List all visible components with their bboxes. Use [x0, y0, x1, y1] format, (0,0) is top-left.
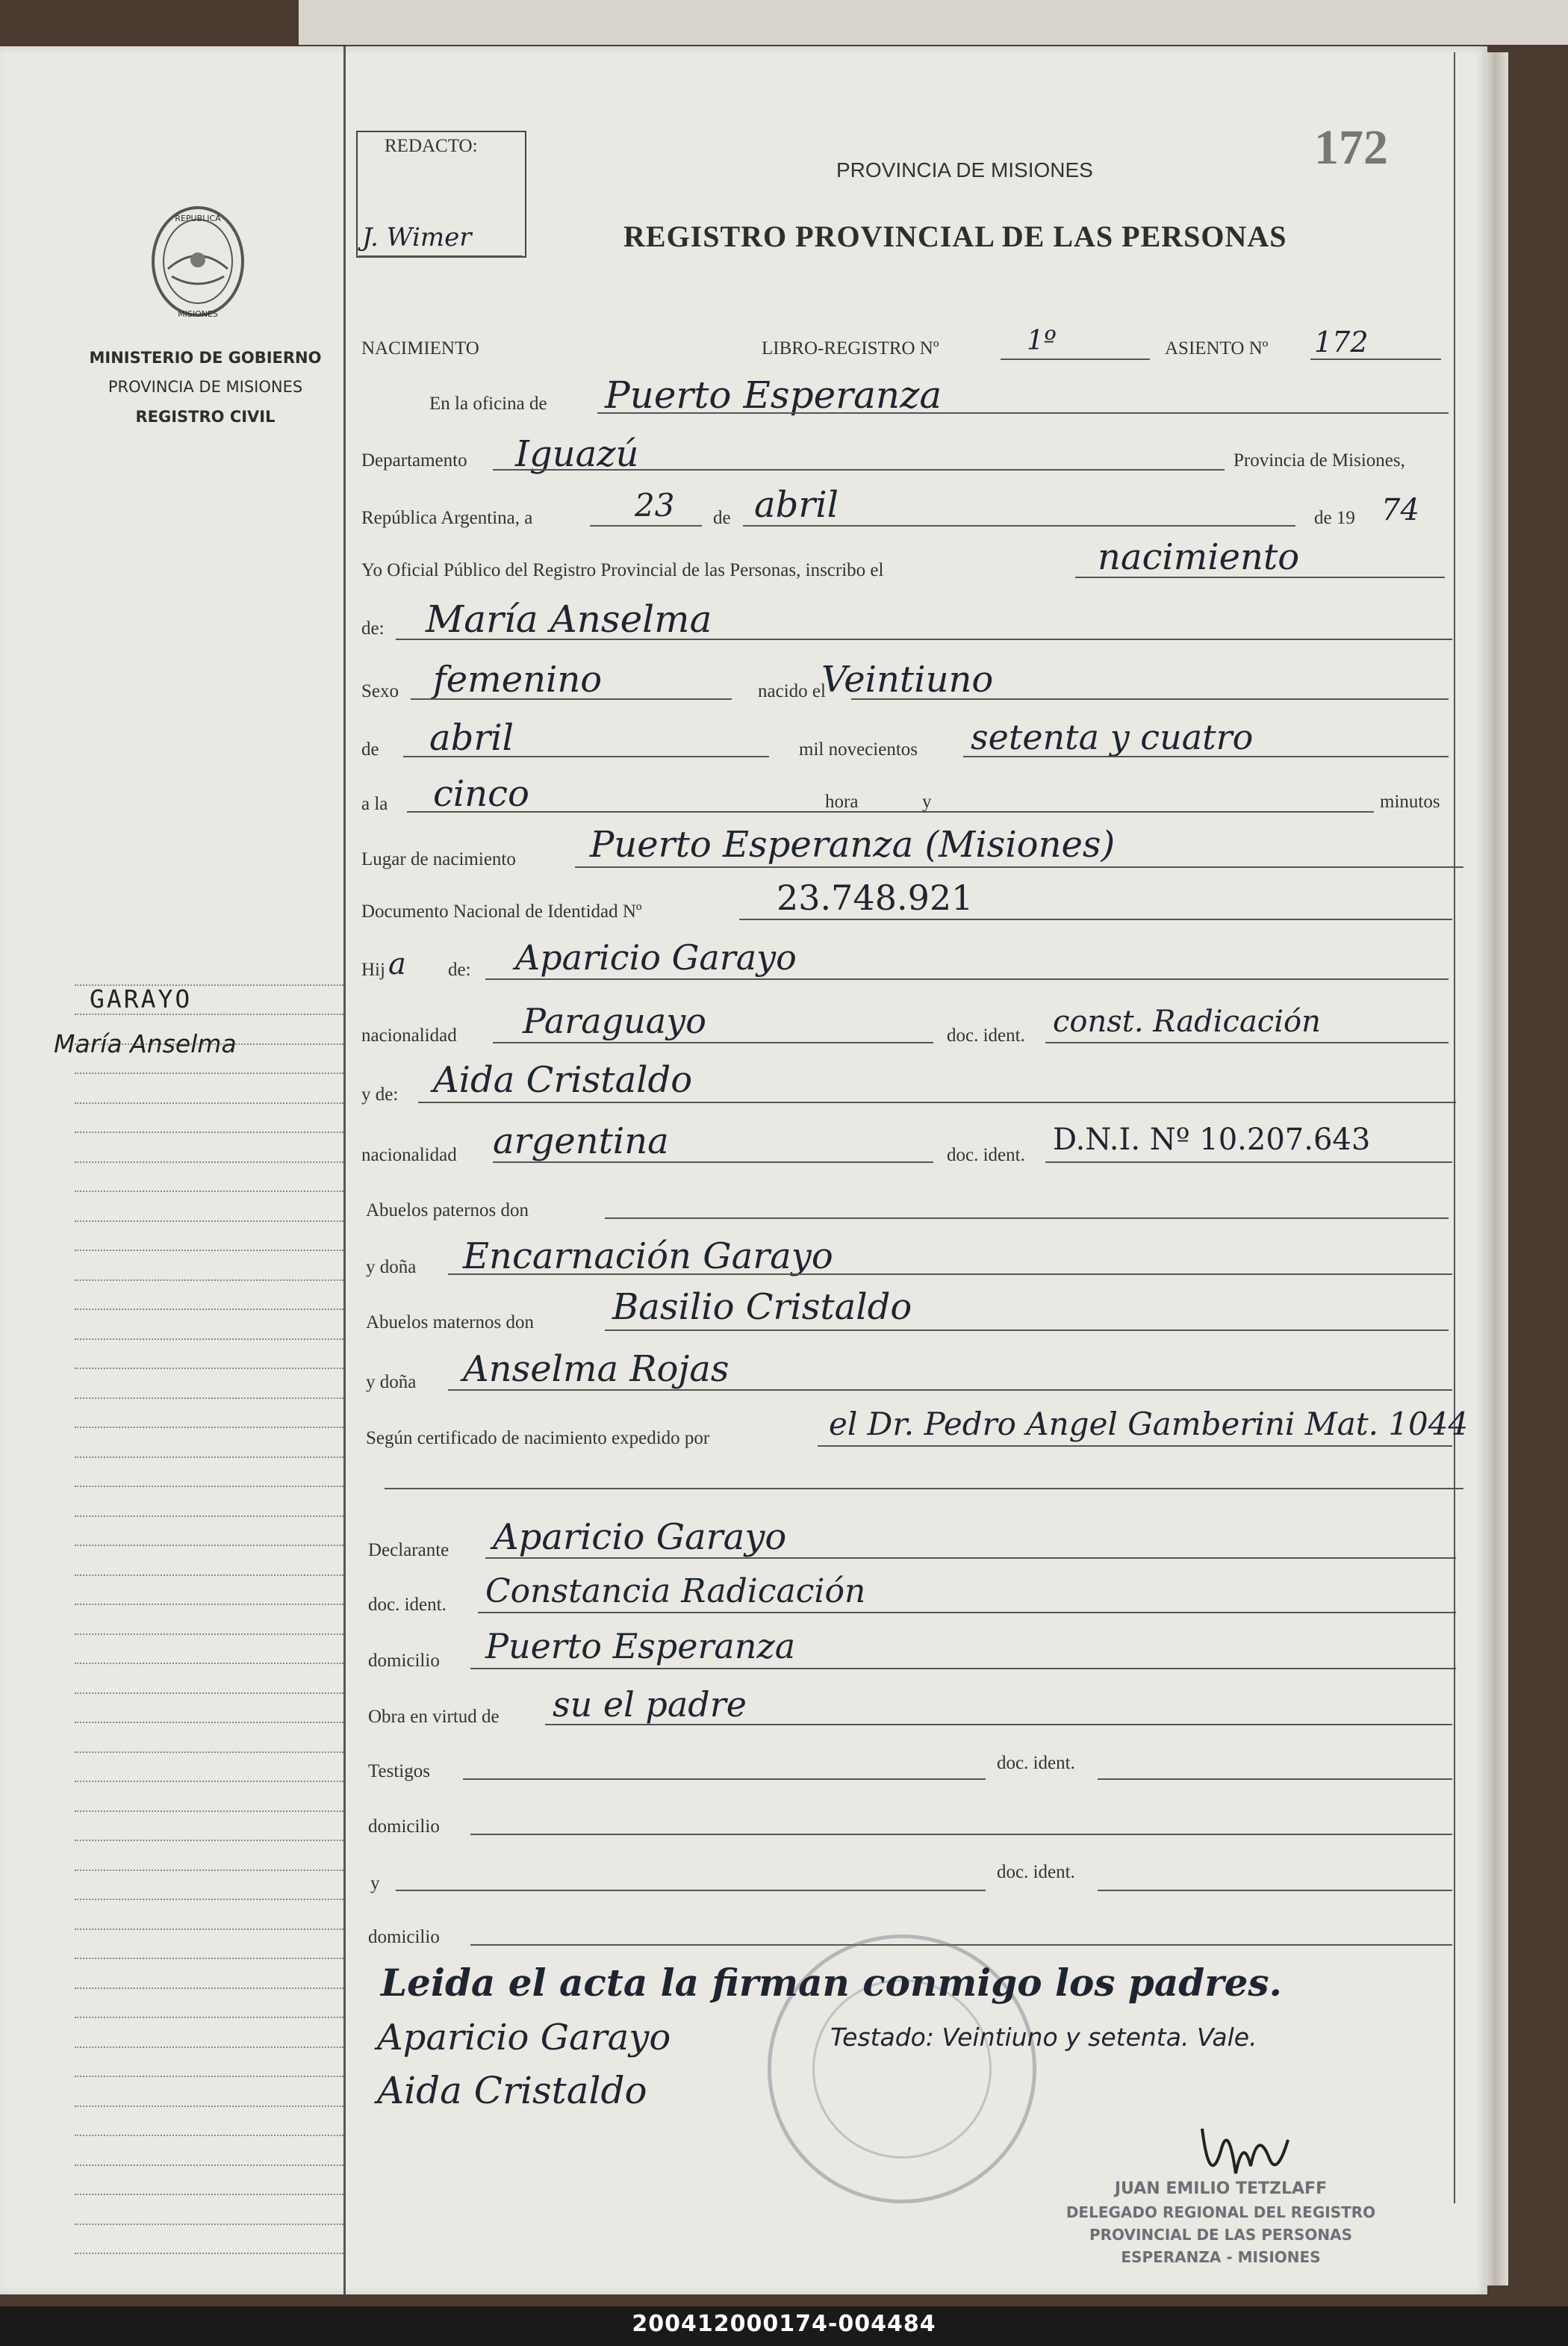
year-value: 74: [1381, 493, 1419, 527]
margin-given-name: María Anselma: [54, 1029, 237, 1058]
margin-notes-lines: [75, 956, 343, 2254]
oficina-line: [597, 412, 1449, 414]
signature-mother: Aida Cristaldo: [377, 2069, 647, 2112]
docident-padre-label: doc. ident.: [947, 1025, 1025, 1046]
margin-surname: GARAYO: [90, 984, 193, 1014]
segun-line: [818, 1445, 1452, 1447]
nac-padre-line: [493, 1042, 933, 1043]
registrar-title-1: DELEGADO REGIONAL DEL REGISTRO: [1065, 2203, 1376, 2221]
domicilio-testigo2-label: domicilio: [368, 1927, 440, 1947]
lugar-value: Puerto Esperanza (Misiones): [590, 824, 1116, 866]
right-margin-line: [1454, 52, 1455, 2203]
obra-line: [545, 1724, 1452, 1725]
mil-value: setenta y cuatro: [971, 717, 1254, 757]
inscribo-value: nacimiento: [1098, 536, 1300, 578]
testigos-line: [463, 1778, 986, 1780]
oficina-label: En la oficina de: [429, 394, 547, 414]
official-round-stamp-inner: [812, 1979, 992, 2159]
de-colon-label: de:: [361, 618, 385, 639]
mil-label: mil novecientos: [799, 739, 918, 760]
nac-madre-value: argentina: [493, 1120, 669, 1162]
testigos-docident-label: doc. ident.: [997, 1753, 1075, 1773]
ab-mat-dona-label: y doña: [366, 1372, 417, 1392]
page-edge: [1486, 52, 1508, 2286]
seal-text-bottom: MISIONES: [178, 309, 218, 319]
hora-label: hora: [825, 792, 859, 812]
declarante-line: [485, 1557, 1456, 1559]
ab-paternos-line: [605, 1217, 1449, 1219]
segun-label: Según certificado de nacimiento expedido por: [366, 1428, 710, 1448]
ab-mat-dona-value: Anselma Rojas: [463, 1348, 729, 1390]
registry-label: REGISTRO CIVIL: [135, 408, 276, 426]
dni-label: Documento Nacional de Identidad Nº: [361, 902, 642, 922]
mes-value: abril: [754, 484, 839, 526]
lugar-line: [575, 866, 1463, 868]
registry-title: REGISTRO PROVINCIAL DE LAS PERSONAS: [623, 220, 1287, 253]
dia-value: 23: [635, 487, 675, 524]
mil-line: [963, 756, 1449, 757]
nacionalidad-padre-label: nacionalidad: [361, 1025, 457, 1046]
registrar-name: JUAN EMILIO TETZLAFF: [1114, 2179, 1328, 2198]
left-margin-line: [343, 46, 346, 2294]
ala-label: a la: [361, 794, 388, 814]
asiento-line: [1310, 359, 1441, 360]
domicilio-value: Puerto Esperanza: [485, 1626, 796, 1666]
libro-line: [1001, 359, 1150, 360]
redacto-underline: [358, 255, 523, 257]
doc-padre-line: [1045, 1042, 1449, 1043]
nombre-value: María Anselma: [426, 598, 712, 641]
y-label: y: [922, 792, 932, 812]
mes-line: [743, 525, 1295, 527]
nac-madre-line: [493, 1161, 933, 1163]
sexo-label: Sexo: [361, 681, 399, 701]
madre-value: Aida Cristaldo: [433, 1059, 693, 1101]
hij-label: Hij: [361, 960, 385, 980]
doc-madre-line: [1045, 1161, 1452, 1163]
testado-note: Testado: Veintiuno y setenta. Vale.: [830, 2023, 1257, 2052]
sexo-value: femenino: [433, 659, 603, 701]
departamento-value: Iguazú: [515, 433, 639, 475]
nacionalidad-madre-label: nacionalidad: [361, 1145, 457, 1165]
domicilio-testigo-label: domicilio: [368, 1816, 440, 1837]
testigos-label: Testigos: [368, 1761, 430, 1781]
y-testigo-label: y: [370, 1873, 380, 1893]
de-mes-value: abril: [429, 717, 514, 759]
provincia-label: Provincia de Misiones,: [1233, 450, 1405, 471]
y-testigo-doc-line: [1098, 1890, 1452, 1891]
asiento-label: ASIENTO Nº: [1165, 338, 1269, 359]
segun-line-2: [385, 1488, 1463, 1489]
domicilio-testigo-line: [470, 1834, 1452, 1835]
ab-pat-dona-line: [448, 1273, 1452, 1275]
domicilio-line: [470, 1668, 1456, 1669]
lugar-label: Lugar de nacimiento: [361, 849, 516, 869]
oficina-value: Puerto Esperanza: [605, 373, 942, 417]
nac-padre-value: Paraguayo: [523, 1001, 706, 1041]
ab-pat-dona-value: Encarnación Garayo: [463, 1235, 833, 1277]
sexo-line: [411, 698, 732, 700]
ministry-label: MINISTERIO DE GOBIERNO: [89, 349, 322, 367]
madre-line: [418, 1102, 1456, 1103]
departamento-label: Departamento: [361, 450, 467, 471]
doc-decl-line: [478, 1612, 1456, 1613]
registrar-title-2: PROVINCIAL DE LAS PERSONAS: [1089, 2226, 1353, 2244]
seal-text-top: REPUBLICA: [175, 214, 221, 223]
libro-label: LIBRO-REGISTRO Nº: [762, 338, 939, 359]
sidebar-province-label: PROVINCIA DE MISIONES: [108, 378, 303, 396]
page-top-strip: [299, 0, 1568, 45]
de-mes-label: de: [361, 739, 379, 760]
image-caption: 200412000174-004484: [632, 2311, 936, 2337]
province-header: PROVINCIA DE MISIONES: [836, 158, 1093, 181]
declarante-label: Declarante: [368, 1540, 449, 1560]
asiento-value: 172: [1314, 326, 1369, 359]
y-testigo-line: [396, 1890, 986, 1891]
doc-decl-label: doc. ident.: [368, 1595, 447, 1615]
nacido-value: Veintiuno: [821, 659, 994, 701]
obra-label: Obra en virtud de: [368, 1707, 500, 1727]
de-year-label: de 19: [1314, 508, 1355, 528]
doc-padre-value: const. Radicación: [1053, 1005, 1321, 1039]
act-type-label: NACIMIENTO: [361, 338, 479, 359]
nacido-label: nacido el: [758, 681, 826, 701]
dni-line: [739, 919, 1452, 920]
page-number: 172: [1314, 120, 1388, 175]
ydel-label: y de:: [361, 1084, 399, 1105]
padre-line: [485, 978, 1449, 980]
nacido-line: [851, 698, 1449, 700]
ala-line: [407, 811, 1374, 813]
docident-madre-label: doc. ident.: [947, 1145, 1025, 1165]
y-testigo-docident-label: doc. ident.: [997, 1862, 1075, 1882]
dni-value: 23.748.921: [777, 878, 974, 918]
leida-text: Leida el acta la firman conmigo los padres.: [381, 1961, 1282, 2005]
nombre-line: [396, 639, 1452, 640]
redacto-label: REDACTO:: [385, 136, 478, 156]
yo-oficial-label: Yo Oficial Público del Registro Provincial de las Personas, inscribo el: [361, 560, 884, 580]
ab-maternos-label: Abuelos maternos don: [366, 1312, 534, 1332]
de-label: de: [713, 508, 731, 528]
ab-mat-dona-line: [448, 1389, 1452, 1391]
registrar-title-3: ESPERANZA - MISIONES: [1121, 2248, 1321, 2266]
libro-value: 1º: [1027, 326, 1057, 356]
doc-decl-value: Constancia Radicación: [485, 1572, 866, 1610]
testigos-doc-line: [1098, 1778, 1452, 1780]
ab-maternos-value: Basilio Cristaldo: [612, 1286, 912, 1328]
de-mes-line: [403, 756, 769, 757]
hij-de-label: de:: [448, 960, 471, 980]
hij-suffix: a: [388, 947, 406, 981]
inscribo-line: [1075, 577, 1445, 578]
domicilio-testigo2-line: [470, 1944, 1452, 1946]
dia-line: [590, 525, 702, 527]
signature-father: Aparicio Garayo: [377, 2017, 671, 2058]
ab-pat-dona-label: y doña: [366, 1257, 417, 1277]
ab-paternos-label: Abuelos paternos don: [366, 1200, 529, 1220]
padre-value: Aparicio Garayo: [515, 937, 797, 978]
ab-maternos-line: [605, 1329, 1449, 1331]
declarante-value: Aparicio Garayo: [493, 1516, 787, 1558]
departamento-line: [493, 469, 1225, 471]
obra-value: su el padre: [553, 1684, 747, 1725]
republica-label: República Argentina, a: [361, 508, 533, 528]
minutos-label: minutos: [1380, 792, 1440, 812]
doc-madre-value: D.N.I. Nº 10.207.643: [1053, 1123, 1371, 1157]
redacto-signature: J. Wimer: [362, 223, 472, 252]
segun-value: el Dr. Pedro Angel Gamberini Mat. 1044: [829, 1406, 1469, 1442]
domicilio-label: domicilio: [368, 1651, 440, 1671]
ala-value: cinco: [433, 773, 529, 815]
